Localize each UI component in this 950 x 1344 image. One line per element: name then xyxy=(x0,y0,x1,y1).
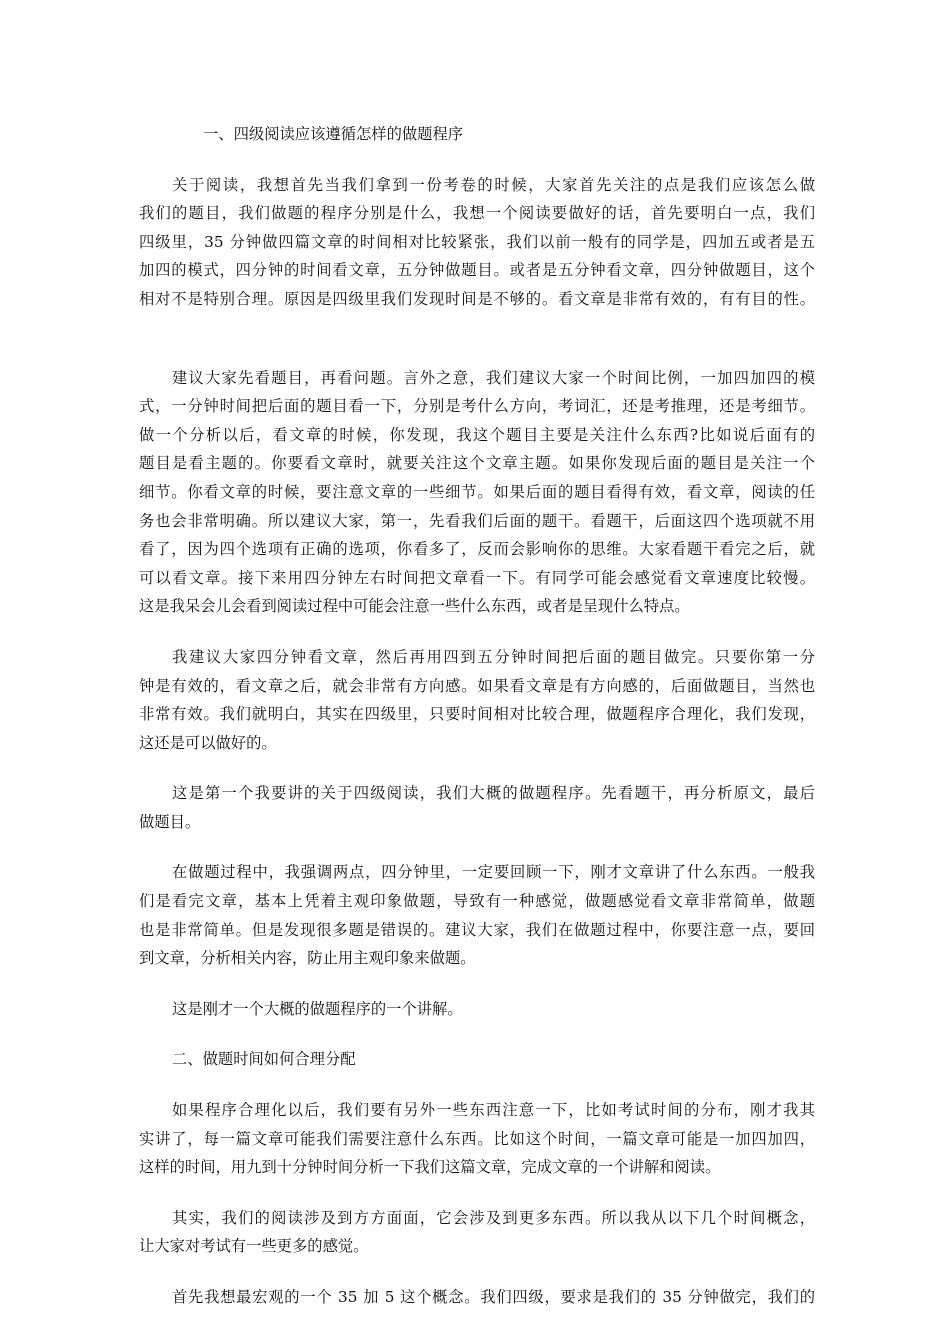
paragraph-line: 看了，因为四个选项有正确的选项，你看多了，反而会影响你的思维。大家看题干看完之后，就 xyxy=(139,540,815,559)
paragraph-line: 这样的时间，用九到十分钟时间分析一下我们这篇文章，完成文章的一个讲解和阅读。 xyxy=(139,1158,721,1177)
paragraph-line: 建议大家先看题目，再看问题。言外之意，我们建议大家一个时间比例，一加四加四的模 xyxy=(172,368,815,387)
paragraph-line: 首先我想最宏观的一个 35 加 5 这个概念。我们四级，要求是我们的 35 分钟做完，我们的 xyxy=(172,1288,815,1306)
paragraph-line: 加四的模式，四分钟的时间看文章，五分钟做题目。或者是五分钟看文章，四分钟做题目，这个 xyxy=(139,261,815,280)
paragraph-line: 钟是有效的，看文章之后，就会非常有方向感。如果看文章是有方向感的，后面做题目，当然也 xyxy=(139,676,815,695)
paragraph-line: 在做题过程中，我强调两点，四分钟里，一定要回顾一下，刚才文章讲了什么东西。一般我 xyxy=(172,863,815,882)
paragraph-line: 我建议大家四分钟看文章，然后再用四到五分钟时间把后面的题目做完。只要你第一分 xyxy=(172,647,815,666)
paragraph-line: 这是第一个我要讲的关于四级阅读，我们大概的做题程序。先看题干，再分析原文，最后 xyxy=(172,784,815,803)
document-body xyxy=(139,120,815,1312)
paragraph-line: 到文章，分析相关内容，防止用主观印象来做题。 xyxy=(139,949,476,968)
paragraph-line: 四级里，35 分钟做四篇文章的时间相对比较紧张，我们以前一般有的同学是，四加五或者是五 xyxy=(139,232,815,251)
paragraph-line: 让大家对考试有一些更多的感觉。 xyxy=(139,1237,369,1256)
paragraph-line: 做一个分析以后，看文章的时候，你发现，我这个题目主要是关注什么东西?比如说后面有的 xyxy=(139,425,815,444)
paragraph-line: 这还是可以做好的。 xyxy=(139,733,277,752)
spacer xyxy=(139,314,815,364)
spacer xyxy=(139,836,815,858)
paragraph-line: 我们的题目，我们做题的程序分别是什么，我想一个阅读要做好的话，首先要明白一点，我们 xyxy=(139,204,815,223)
paragraph-line: 非常有效。我们就明白，其实在四级里，只要时间相对比较合理，做题程序合理化，我们发现， xyxy=(139,705,815,724)
spacer xyxy=(139,149,815,171)
spacer xyxy=(139,621,815,643)
paragraph-line: 实讲了，每一篇文章可能我们需要注意什么东西。比如这个时间，一篇文章可能是一加四加四， xyxy=(139,1129,815,1148)
paragraph-line: 可以看文章。接下来用四分钟左右时间把文章看一下。有同学可能会感觉看文章速度比较慢。 xyxy=(139,568,815,587)
spacer xyxy=(139,1074,815,1096)
paragraph-line: 关于阅读，我想首先当我们拿到一份考卷的时候，大家首先关注的点是我们应该怎么做 xyxy=(172,175,815,194)
paragraph-7 xyxy=(139,1096,815,1182)
paragraph-line: 做题目。 xyxy=(139,812,201,831)
paragraph-line: 细节。你看文章的时候，要注意文章的一些细节。如果后面的题目看得有效，看文章，阅读的任 xyxy=(139,482,815,501)
paragraph-line: 如果程序合理化以后，我们要有另外一些东西注意一下，比如考试时间的分布，刚才我其 xyxy=(172,1101,815,1120)
paragraph-line: 这是刚才一个大概的做题程序的一个讲解。 xyxy=(172,999,463,1018)
spacer xyxy=(139,1261,815,1283)
paragraph-line: 其实，我们的阅读涉及到方方面面，它会涉及到更多东西。所以我从以下几个时间概念， xyxy=(172,1208,815,1227)
spacer xyxy=(139,757,815,779)
paragraph-line: 这是我呆会儿会看到阅读过程中可能会注意一些什么东西，或者是呈现什么特点。 xyxy=(139,597,690,616)
paragraph-2 xyxy=(139,364,815,621)
spacer xyxy=(139,973,815,995)
section-heading-1: 一、四级阅读应该遵循怎样的做题程序 xyxy=(203,125,464,143)
spacer xyxy=(139,1023,815,1045)
paragraph-9 xyxy=(139,1283,815,1312)
paragraph-5 xyxy=(139,858,815,972)
paragraph-line: 题目是看主题的。你要看文章时，就要关注这个文章主题。如果你发现后面的题目是关注一个 xyxy=(139,454,815,473)
paragraph-6 xyxy=(139,995,815,1024)
section-heading-2: 二、做题时间如何合理分配 xyxy=(172,1050,356,1069)
paragraph-line: 相对不是特别合理。原因是四级里我们发现时间是不够的。看文章是非常有效的，有有目的性。 xyxy=(139,289,815,308)
paragraph-line: 们是看完文章，基本上凭着主观印象做题，导致有一种感觉，做题感觉看文章非常简单，做题 xyxy=(139,892,815,911)
paragraph-1 xyxy=(139,171,815,314)
paragraph-line: 式，一分钟时间把后面的题目看一下，分别是考什么方向，考词汇，还是考推理，还是考细节。 xyxy=(139,397,815,416)
paragraph-line: 务也会非常明确。所以建议大家，第一，先看我们后面的题干。看题干，后面这四个选项就不用 xyxy=(139,511,815,530)
spacer xyxy=(139,1182,815,1204)
paragraph-3 xyxy=(139,643,815,757)
paragraph-line: 也是非常简单。但是发现很多题是错误的。建议大家，我们在做题过程中，你要注意一点，要回 xyxy=(139,920,815,939)
paragraph-4 xyxy=(139,779,815,836)
paragraph-8 xyxy=(139,1204,815,1261)
